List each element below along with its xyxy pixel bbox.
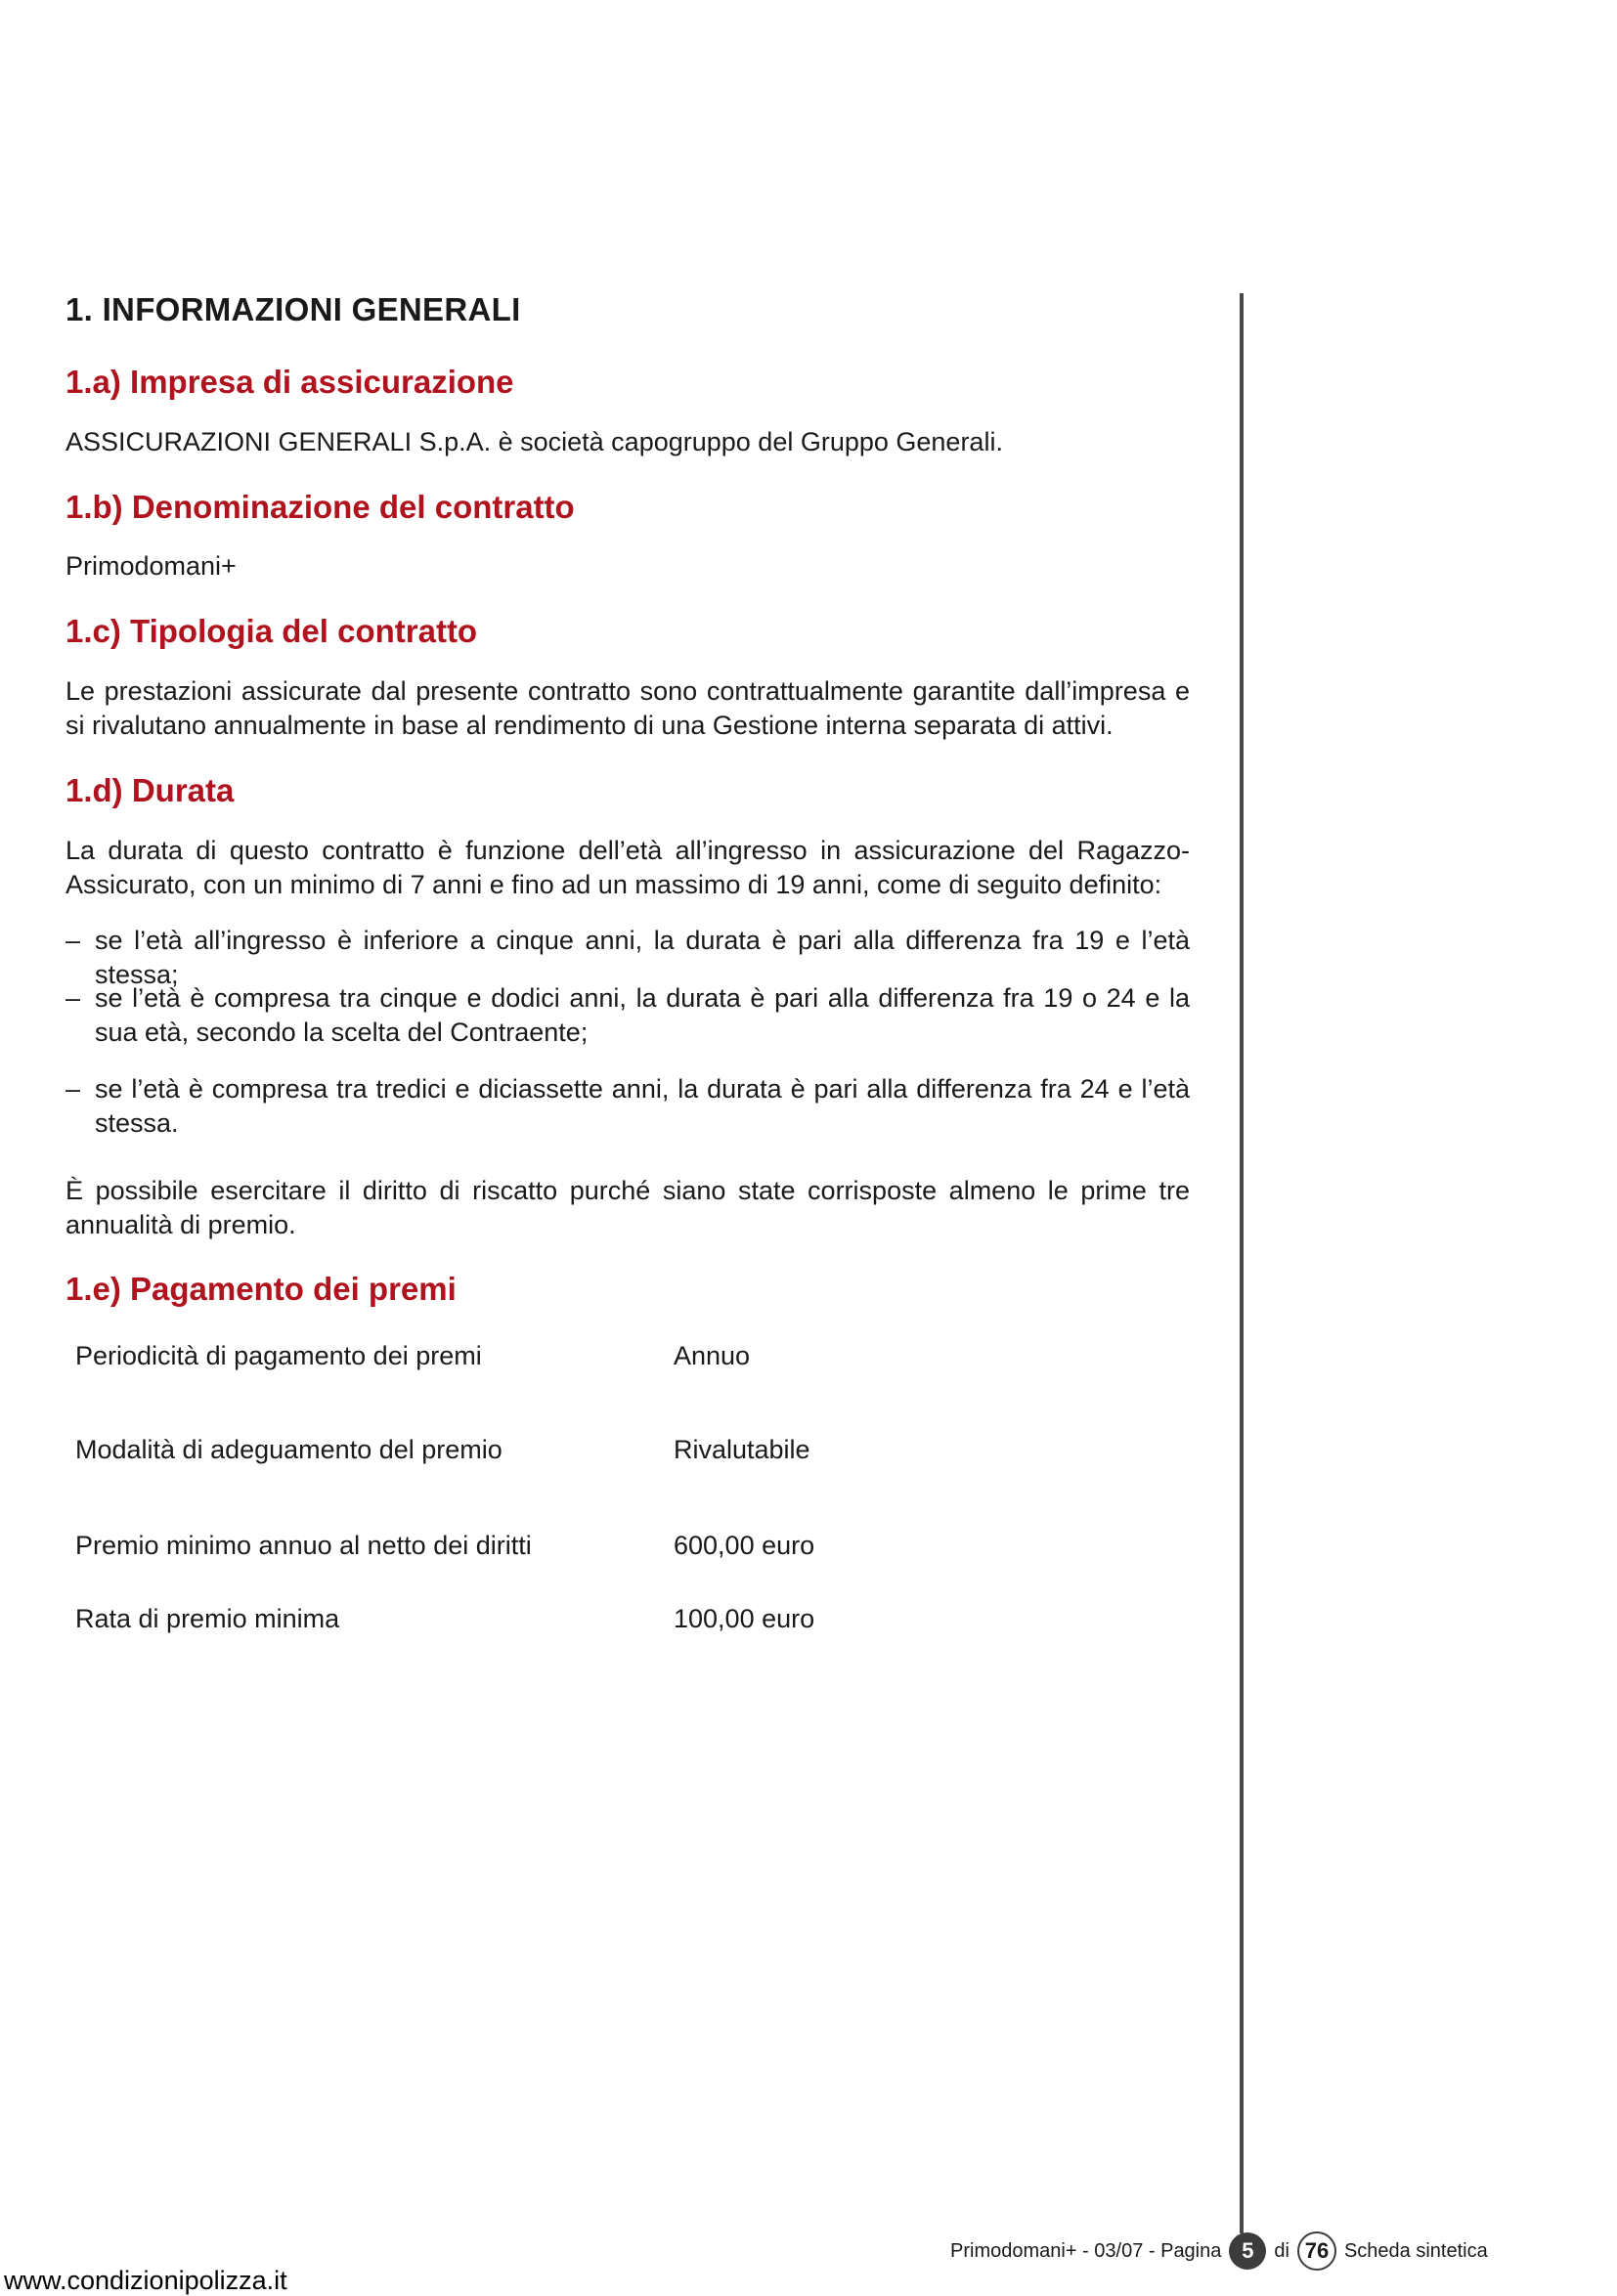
heading-impresa: 1.a) Impresa di assicurazione — [66, 364, 514, 400]
premi-value: Rivalutabile — [674, 1435, 810, 1464]
bullet-dash: – — [66, 1074, 81, 1104]
premi-label: Modalità di adeguamento del premio — [75, 1435, 503, 1464]
premi-value: 600,00 euro — [674, 1531, 815, 1560]
bullet-text: se l’età all’ingresso è inferiore a cinque anni, la durata è pari alla differenza fra 19 e l’età stessa; — [95, 926, 1190, 989]
durata-bullet — [66, 981, 1190, 1050]
durata-bullet — [66, 1072, 1190, 1141]
page-footer — [950, 2230, 1488, 2273]
text-denominazione: Primodomani+ — [66, 551, 237, 581]
heading-denominazione: 1.b) Denominazione del contratto — [66, 489, 575, 525]
page-total-badge: 76 — [1297, 2231, 1336, 2271]
margin-rule — [1240, 293, 1244, 2233]
bullet-text: se l’età è compresa tra cinque e dodici anni, la durata è pari alla differenza fra 19 o 24 e la sua età, secondo la scelta del Contraente; — [95, 983, 1190, 1047]
text-durata-riscatto: È possibile esercitare il diritto di riscatto purché siano state corrisposte almeno le prime tre annualità di premio. — [66, 1176, 1190, 1239]
text-tipologia: Le prestazioni assicurate dal presente contratto sono contrattualmente garantite dall’impresa e si rivalutano annualmente in base al rendimento di una Gestione interna separata di attivi. — [66, 676, 1190, 740]
premi-label: Premio minimo annuo al netto dei diritti — [75, 1531, 532, 1560]
premi-value: 100,00 euro — [674, 1604, 815, 1633]
bullet-dash: – — [66, 983, 81, 1013]
text-durata-intro: La durata di questo contratto è funzione dell’età all’ingresso in assicurazione del Ragazzo-Assicurato, con un minimo di 7 anni e fino ad un massimo di 19 anni, come di seguito definito: — [66, 836, 1190, 899]
text-impresa: ASSICURAZIONI GENERALI S.p.A. è società capogruppo del Gruppo Generali. — [66, 427, 1003, 456]
footer-doc-ref: Primodomani+ - 03/07 - Pagina — [950, 2239, 1222, 2262]
premi-label: Periodicità di pagamento dei premi — [75, 1341, 482, 1370]
heading-pagamento: 1.e) Pagamento dei premi — [66, 1271, 457, 1307]
heading-tipologia: 1.c) Tipologia del contratto — [66, 613, 478, 649]
page-number-badge: 5 — [1229, 2232, 1266, 2270]
bullet-text: se l’età è compresa tra tredici e diciassette anni, la durata è pari alla differenza fra 24 e l’età stessa. — [95, 1074, 1190, 1138]
footer-section: Scheda sintetica — [1343, 2239, 1488, 2262]
main-title: 1. INFORMAZIONI GENERALI — [66, 291, 521, 327]
footer-of: di — [1274, 2239, 1289, 2262]
premi-label: Rata di premio minima — [75, 1604, 340, 1633]
bullet-dash: – — [66, 926, 81, 955]
heading-durata: 1.d) Durata — [66, 772, 235, 808]
premi-value: Annuo — [674, 1341, 751, 1370]
watermark-url: www.condizionipolizza.it — [4, 2266, 287, 2295]
